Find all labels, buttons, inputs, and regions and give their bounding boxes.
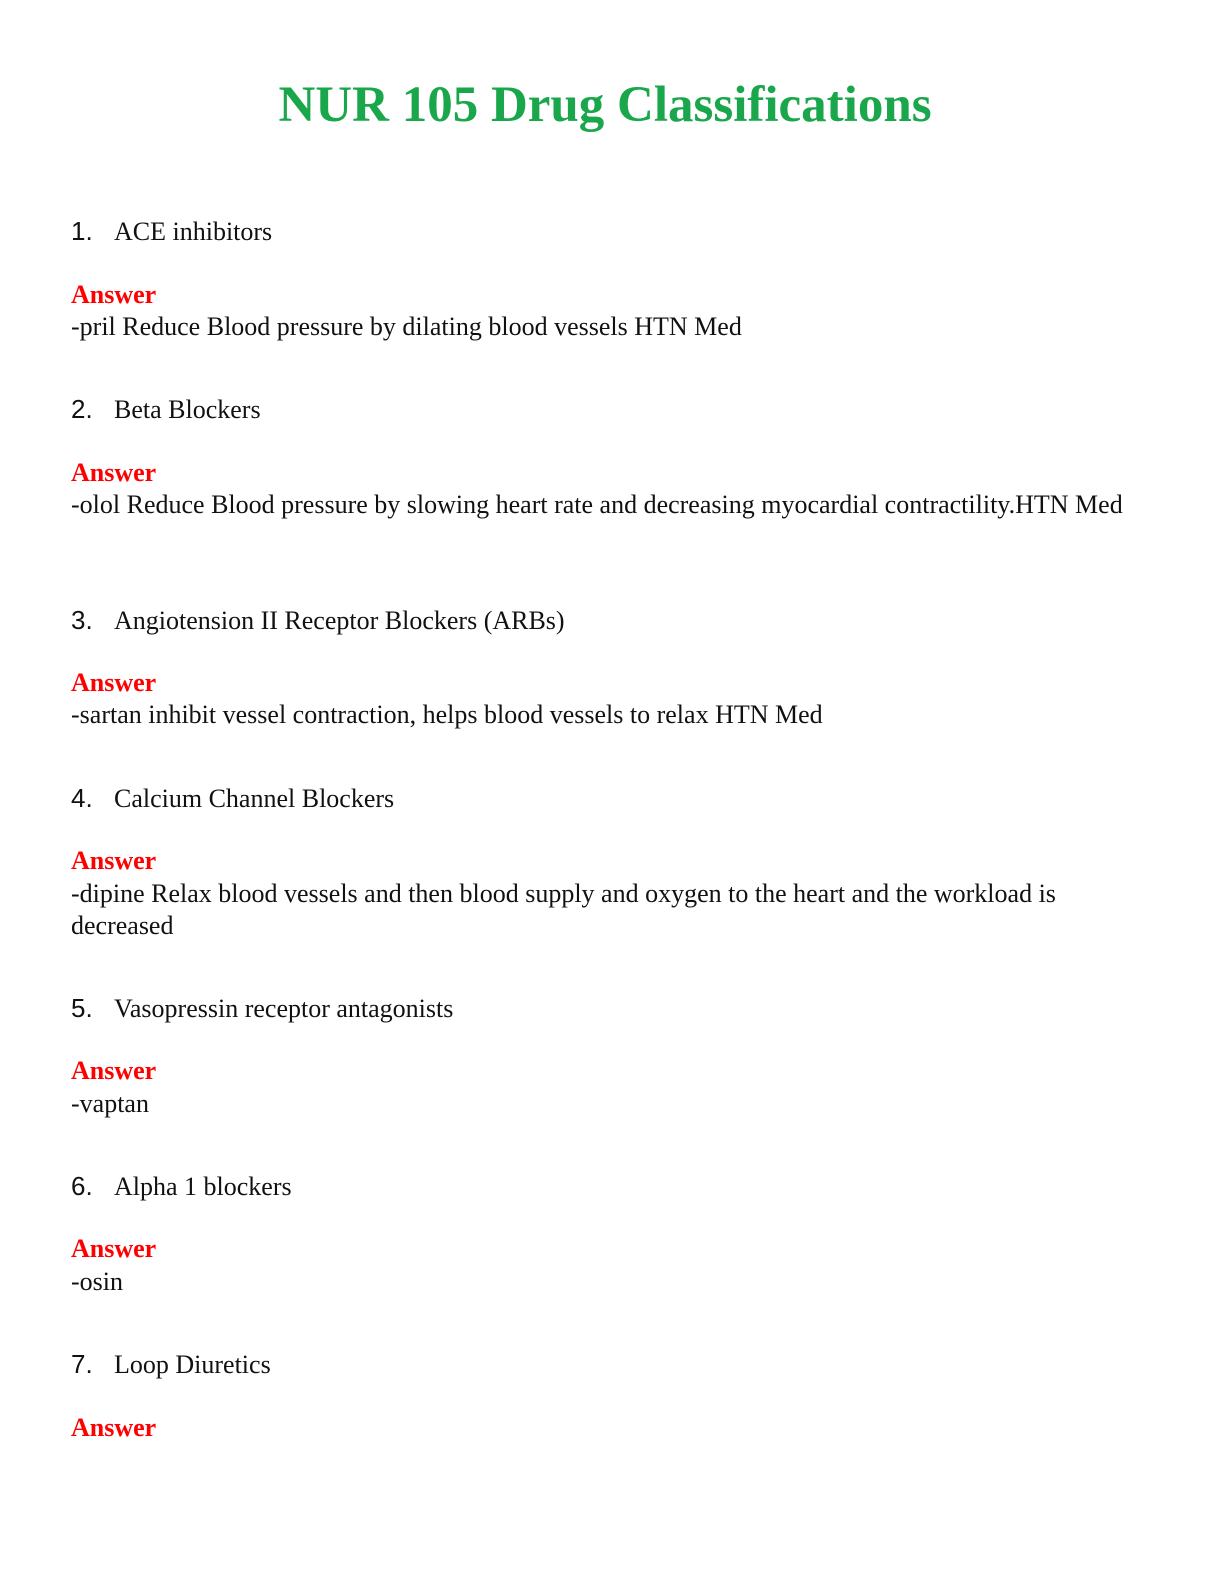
question-number: 7. [71,1349,93,1379]
question-number: 3. [71,605,93,635]
question-1 [71,215,1151,248]
question-number: 4. [71,783,93,813]
question-number: 6. [71,1171,93,1201]
question-3 [71,604,1151,637]
question-text: Beta Blockers [114,395,261,424]
answer-text-6: -osin [71,1267,123,1296]
answer-label: Answer [71,846,157,875]
answer-label: Answer [71,1056,157,1085]
question-text: Loop Diuretics [114,1350,271,1379]
answer-label: Answer [71,1234,157,1263]
answer-label: Answer [71,668,157,697]
answer-text-5: -vaptan [71,1089,149,1118]
question-6 [71,1170,1151,1203]
question-text: Calcium Channel Blockers [114,784,395,813]
answer-text-1: -pril Reduce Blood pressure by dilating blood vessels HTN Med [71,312,742,341]
question-text: Vasopressin receptor antagonists [114,994,454,1023]
answer-label: Answer [71,1413,157,1442]
question-number: 5. [71,993,93,1023]
document-title: NUR 105 Drug Classifications [278,77,932,133]
answer-text-2: -olol Reduce Blood pressure by slowing heart rate and decreasing myocardial contractility.HTN Med [71,490,1123,519]
answer-label: Answer [71,458,157,487]
answer-text-4: -dipine Relax blood vessels and then blood supply and oxygen to the heart and the workload is decreased [71,879,1056,940]
question-4 [71,782,1151,815]
question-7 [71,1348,1151,1381]
question-number: 2. [71,394,93,424]
question-text: Angiotension II Receptor Blockers (ARBs) [114,606,565,635]
answer-label: Answer [71,280,157,309]
question-2 [71,393,1151,426]
question-number: 1. [71,216,93,246]
question-text: ACE inhibitors [114,217,273,246]
question-5 [71,992,1151,1025]
question-text: Alpha 1 blockers [114,1172,292,1201]
answer-text-3: -sartan inhibit vessel contraction, helps blood vessels to relax HTN Med [71,700,823,729]
